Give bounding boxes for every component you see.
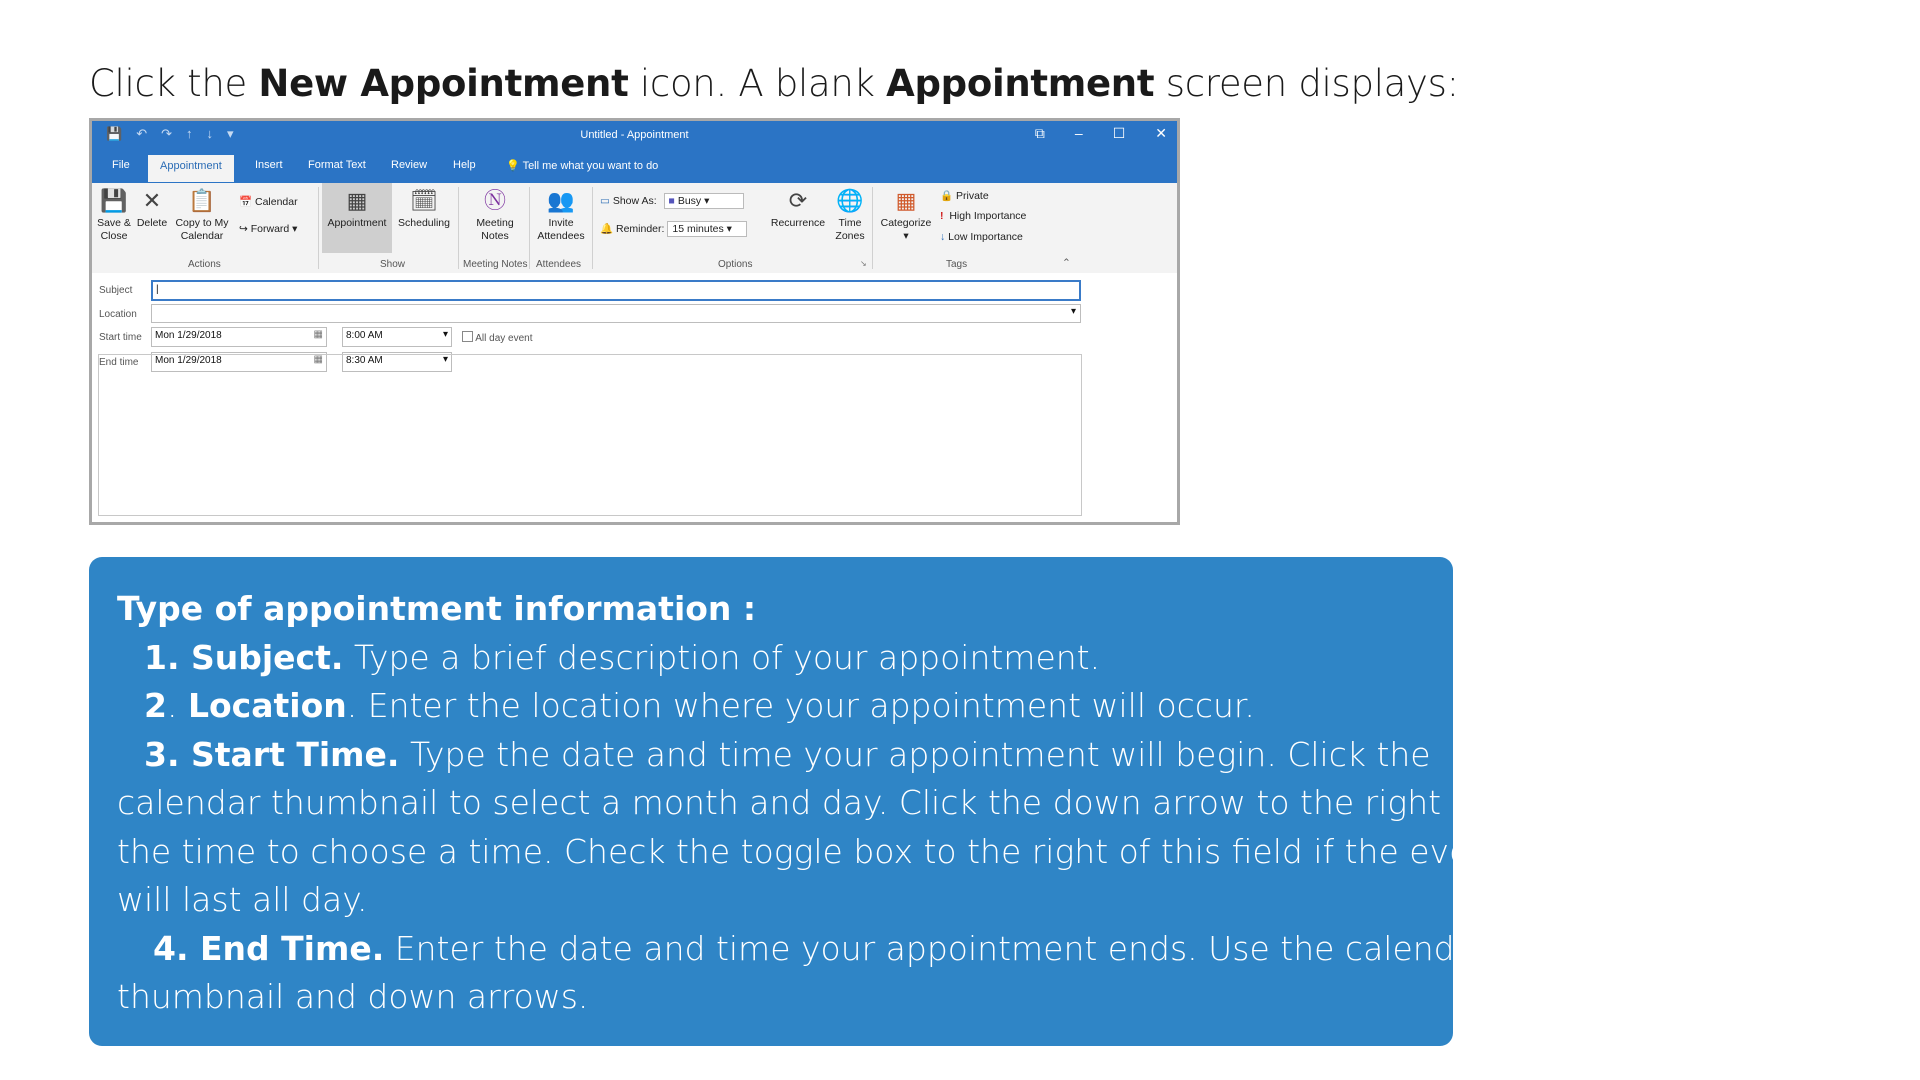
appointment-view-button[interactable]: [322, 183, 392, 253]
reminder-dropdown-icon: ▾: [726, 223, 732, 235]
group-separator: [529, 187, 530, 269]
group-separator: [872, 187, 873, 269]
intro-suffix: screen displays:: [1154, 62, 1459, 105]
meeting-notes-button[interactable]: [462, 187, 528, 243]
down-arrow-icon[interactable]: ↓: [206, 126, 213, 141]
down-arrow-icon: ↓: [940, 231, 946, 243]
categorize-dropdown-icon: ▾: [903, 230, 909, 242]
save-close-icon: 💾: [100, 188, 128, 213]
group-actions-label: Actions: [188, 259, 221, 270]
start-time-value: 8:00 AM: [346, 330, 383, 341]
save-close-button[interactable]: [96, 187, 132, 243]
low-importance-label: Low Importance: [948, 231, 1023, 243]
subject-input[interactable]: |: [151, 280, 1081, 301]
start-calendar-icon[interactable]: ▦: [313, 329, 323, 340]
location-label: Location: [99, 309, 137, 320]
categorize-icon: ▦: [895, 188, 917, 213]
forward-label: Forward: [250, 223, 290, 235]
start-time-label: Start time: [99, 332, 142, 343]
group-meeting-notes-label: Meeting Notes: [463, 259, 528, 270]
time-zones-button[interactable]: [830, 187, 870, 243]
tab-help[interactable]: Help: [453, 159, 476, 171]
item-end-text-1: Enter the date and time your appointment ends. Use the calendar: [384, 928, 1489, 968]
onenote-icon: Ⓝ: [483, 188, 506, 213]
end-time-label: End time: [99, 357, 139, 368]
location-input[interactable]: [151, 304, 1081, 323]
item-start-time-cont-2: the time to choose a time. Check the toggle box to the right of this field if the event: [117, 831, 1504, 871]
item-subject-title: 1. Subject.: [144, 637, 344, 677]
tab-review[interactable]: Review: [391, 159, 428, 171]
appointment-icon: ▦: [346, 188, 368, 213]
meeting-notes-label-1: Meeting: [476, 217, 514, 229]
item-location-number: 2: [144, 686, 167, 725]
invite-attendees-icon: 👥: [547, 188, 575, 213]
invite-label-2: Attendees: [537, 230, 585, 242]
reminder-value: 15 minutes: [672, 223, 724, 235]
item-start-time-cont-1: calendar thumbnail to select a month and day. Click the down arrow to the right of: [117, 783, 1484, 822]
forward-button[interactable]: [239, 223, 297, 235]
copy-calendar-icon: 📋: [188, 188, 216, 213]
exclamation-icon: !: [940, 210, 944, 222]
item-end-time: [117, 925, 1489, 974]
invite-attendees-button[interactable]: [532, 187, 590, 243]
categorize-label: Categorize: [880, 217, 932, 229]
lock-icon: 🔒: [940, 190, 954, 202]
scheduling-label: Scheduling: [398, 217, 450, 229]
intro-sentence: [89, 62, 1459, 105]
delete-icon: ✕: [142, 188, 162, 213]
appointment-label: Appointment: [327, 217, 387, 229]
redo-icon[interactable]: ↷: [161, 126, 172, 141]
busy-swatch-icon: ■: [668, 195, 675, 207]
appointment-body-textarea[interactable]: [98, 354, 1082, 516]
title-bar: [92, 121, 1177, 149]
subject-label: Subject: [99, 285, 133, 296]
calendar-button[interactable]: [239, 195, 298, 208]
maximize-icon[interactable]: ☐: [1112, 125, 1126, 141]
window-controls: [1035, 125, 1167, 142]
item-start-time-cont-3: will last all day.: [117, 880, 368, 919]
end-calendar-icon[interactable]: ▦: [313, 354, 323, 365]
copy-calendar-label-1: Copy to My: [175, 217, 229, 229]
window-title: Untitled - Appointment: [580, 129, 689, 141]
collapse-ribbon-icon[interactable]: ⌃: [1062, 257, 1071, 269]
start-time-input[interactable]: [342, 327, 452, 347]
invite-label-1: Invite: [548, 217, 574, 229]
intro-appointment: Appointment: [886, 62, 1155, 105]
item-start-title: 3. Start Time.: [144, 734, 400, 774]
scheduling-button[interactable]: [394, 187, 454, 230]
tab-insert[interactable]: Insert: [255, 159, 283, 171]
show-as-label: Show As:: [612, 195, 657, 207]
group-show-label: Show: [380, 259, 406, 270]
high-importance-button[interactable]: [940, 210, 1026, 222]
item-location: [117, 682, 1425, 731]
item-subject: [117, 634, 1425, 683]
show-as-dropdown-icon: ▾: [704, 195, 710, 207]
delete-label: Delete: [136, 217, 168, 229]
group-separator: [458, 187, 459, 269]
lightbulb-icon: 💡: [506, 160, 520, 172]
globe-icon: 🌐: [836, 188, 864, 213]
item-subject-text: Type a brief description of your appointment.: [343, 637, 1101, 677]
close-icon[interactable]: ✕: [1155, 125, 1167, 141]
end-time-dropdown-icon[interactable]: ▾: [442, 354, 448, 365]
undo-icon[interactable]: ↶: [136, 126, 148, 141]
customize-qat-icon[interactable]: ▾: [227, 126, 234, 141]
intro-middle: icon. A blank: [628, 62, 887, 105]
all-day-checkbox[interactable]: [462, 331, 473, 342]
ribbon-tabs: [92, 149, 1177, 183]
delete-button[interactable]: [134, 187, 170, 230]
reminder-label: Reminder:: [616, 223, 665, 235]
group-tags-label: Tags: [946, 259, 968, 270]
end-time-value: 8:30 AM: [346, 355, 383, 366]
group-separator: [592, 187, 593, 269]
recurrence-icon: ⟳: [788, 188, 808, 213]
meeting-notes-label-2: Notes: [481, 230, 509, 242]
ribbon: [92, 183, 1177, 274]
intro-new-appointment: New Appointment: [258, 62, 629, 105]
recurrence-label: Recurrence: [770, 217, 826, 229]
item-location-dot: .: [166, 686, 188, 725]
show-as-row: [600, 193, 744, 209]
calendar-label: Calendar: [255, 196, 298, 208]
intro-prefix: Click the: [89, 62, 259, 105]
start-date-input[interactable]: [151, 327, 327, 347]
up-arrow-icon[interactable]: ↑: [186, 126, 193, 141]
show-as-value: Busy: [677, 195, 702, 207]
minimize-icon[interactable]: –: [1074, 125, 1083, 141]
categorize-button[interactable]: [875, 187, 937, 243]
reminder-dropdown[interactable]: [667, 221, 747, 237]
outlook-appointment-screenshot: [89, 118, 1180, 525]
item-start-time: [117, 731, 1431, 780]
save-close-label-1: Save &: [97, 217, 131, 229]
forward-icon: ↪: [239, 223, 248, 235]
tell-me-search[interactable]: [506, 159, 658, 172]
time-zones-label-2: Zones: [835, 230, 865, 242]
group-options-label: Options: [718, 259, 753, 270]
recurrence-button[interactable]: [768, 187, 828, 230]
copy-calendar-label-2: Calendar: [180, 230, 224, 242]
item-end-time-cont: thumbnail and down arrows.: [117, 977, 589, 1016]
end-date-value: Mon 1/29/2018: [155, 355, 222, 366]
private-button[interactable]: [940, 189, 989, 202]
all-day-event-row: [462, 331, 533, 344]
tab-file[interactable]: File: [112, 159, 130, 171]
options-dialog-launcher-icon[interactable]: ↘: [860, 259, 867, 268]
calendar-icon: 📅: [239, 196, 253, 208]
high-importance-label: High Importance: [949, 210, 1027, 222]
tab-appointment[interactable]: Appointment: [148, 155, 234, 182]
item-location-text: . Enter the location where your appointment will occur.: [346, 686, 1255, 725]
private-label: Private: [956, 190, 989, 202]
ribbon-display-icon[interactable]: ⧉: [1034, 125, 1045, 141]
copy-to-calendar-button[interactable]: [172, 187, 232, 243]
start-date-value: Mon 1/29/2018: [155, 330, 222, 341]
show-as-icon: ▭: [600, 195, 610, 207]
group-attendees-label: Attendees: [536, 259, 582, 270]
scheduling-icon: 🗓: [410, 188, 438, 213]
show-as-dropdown[interactable]: [664, 193, 744, 209]
location-dropdown-icon[interactable]: ▾: [1070, 306, 1076, 317]
save-icon[interactable]: 💾: [106, 126, 123, 141]
item-location-title: Location: [187, 686, 347, 725]
reminder-row: [600, 221, 747, 237]
tell-me-label: Tell me what you want to do: [522, 160, 659, 172]
time-zones-label-1: Time: [838, 217, 862, 229]
forward-dropdown-icon: ▾: [292, 223, 298, 235]
save-close-label-2: Close: [100, 230, 128, 242]
all-day-label: All day event: [475, 333, 533, 344]
start-time-dropdown-icon[interactable]: ▾: [442, 329, 448, 340]
item-start-text-1: Type the date and time your appointment will begin. Click the: [399, 734, 1431, 774]
reminder-bell-icon: 🔔: [600, 223, 614, 235]
item-end-title: 4. End Time.: [153, 928, 385, 968]
panel-heading: Type of appointment information :: [117, 589, 757, 628]
group-separator: [318, 187, 319, 269]
tab-format-text[interactable]: Format Text: [308, 159, 366, 171]
appointment-info-panel: [89, 557, 1504, 1046]
low-importance-button[interactable]: [940, 231, 1023, 243]
